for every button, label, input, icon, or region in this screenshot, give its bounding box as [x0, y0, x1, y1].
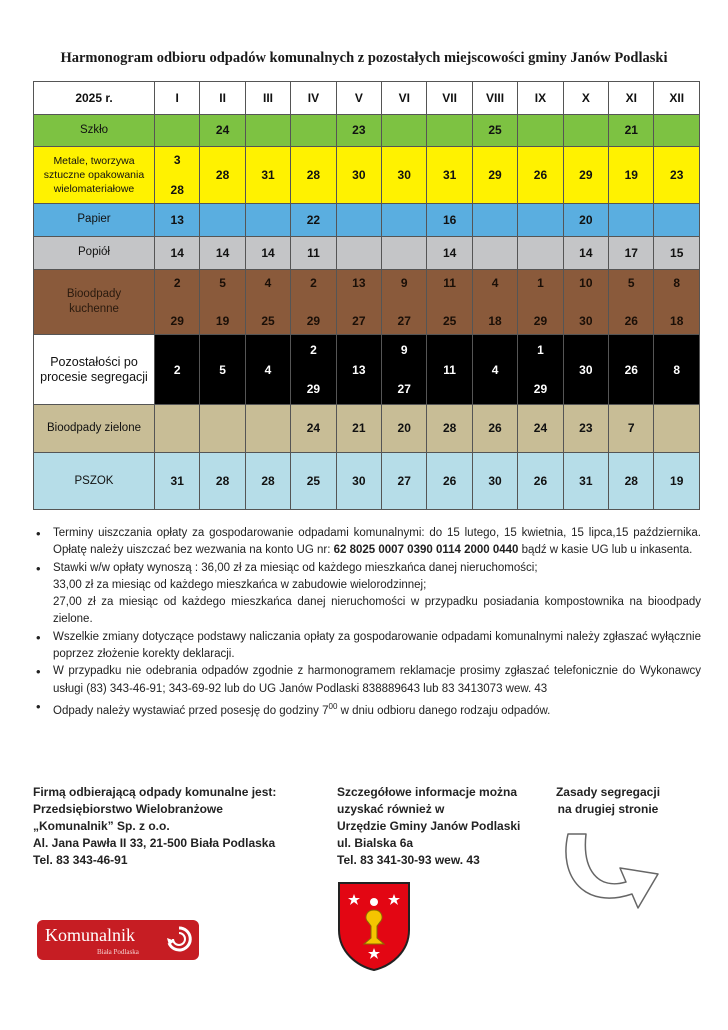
- pickup-day: 25: [442, 314, 457, 329]
- date-cell: [291, 114, 336, 147]
- pickup-day: 14: [261, 245, 275, 260]
- waste-type-label: Pozostałości po procesie segregacji: [34, 335, 155, 404]
- pickup-day: 23: [352, 123, 366, 138]
- pickup-day: 28: [215, 474, 230, 489]
- date-cell: [427, 453, 472, 510]
- date-cell: [427, 404, 472, 452]
- date-cell: [472, 404, 517, 452]
- date-cell: [336, 147, 381, 204]
- pickup-day: 31: [261, 168, 275, 183]
- office-info: Szczegółowe informacje można uzyskać również w Urzędzie Gminy Janów Podlaski ul. Bialska 6a Tel. 83 341-30-93 wew. 43: [337, 785, 521, 867]
- pickup-day: 24: [306, 421, 321, 436]
- komunalnik-logo: Komunalnik Biała Podlaska: [37, 920, 199, 960]
- date-cell: [427, 270, 472, 335]
- pickup-day: 30: [579, 314, 593, 329]
- pickup-day: 3: [173, 153, 181, 168]
- pickup-day: 11: [443, 276, 456, 291]
- date-cell: [200, 453, 245, 510]
- waste-row: [34, 335, 700, 404]
- pickup-day: 5: [627, 276, 635, 291]
- pickup-day: 29: [488, 168, 502, 183]
- pickup-day: 14: [442, 245, 457, 260]
- pickup-day: 21: [624, 123, 638, 138]
- date-cell: [654, 114, 700, 147]
- date-cell: [155, 335, 200, 404]
- pickup-day: 1: [537, 343, 544, 358]
- waste-row: [34, 270, 700, 335]
- company-info: Firmą odbierającą odpady komunalne jest: Przedsiębiorstwo Wielobranżowe „Komunalnik” Sp. z o.o. Al. Jana Pawła II 33, 21-500 Biała Podlaska Tel. 83 343-46-91: [33, 785, 277, 867]
- pickup-day: 24: [215, 123, 230, 138]
- date-cell: [382, 453, 427, 510]
- date-cell: [245, 404, 290, 452]
- pickup-day: 28: [624, 474, 638, 489]
- date-cell: [472, 203, 517, 236]
- municipal-coat-of-arms-icon: [336, 880, 412, 972]
- date-cell: [291, 453, 336, 510]
- date-cell: [472, 270, 517, 335]
- date-cell: [382, 147, 427, 204]
- pickup-day: 29: [306, 381, 321, 396]
- pickup-day: 26: [533, 474, 548, 489]
- pickup-day: 27: [397, 474, 411, 489]
- date-cell: [518, 270, 563, 335]
- date-cell: [336, 404, 381, 452]
- pickup-day: 2: [310, 276, 317, 291]
- date-cell: [563, 203, 608, 236]
- date-cell: [472, 453, 517, 510]
- date-cell: [472, 147, 517, 204]
- pickup-day: 26: [488, 421, 502, 436]
- date-cell: [245, 270, 290, 335]
- pickup-day: 29: [533, 314, 548, 329]
- month-header: V: [336, 82, 381, 115]
- date-cell: [336, 114, 381, 147]
- date-cell: [563, 404, 608, 452]
- month-header: IV: [291, 82, 336, 115]
- date-cell: [336, 270, 381, 335]
- date-cell: [654, 335, 700, 404]
- pickup-day: 28: [261, 474, 275, 489]
- date-cell: [291, 236, 336, 270]
- pickup-day: 13: [170, 212, 184, 227]
- date-cell: [609, 236, 654, 270]
- date-cell: [609, 147, 654, 204]
- pickup-day: 4: [491, 276, 499, 291]
- waste-type-label: Metale, tworzywa sztuczne opakowania wielomateriałowe: [34, 147, 155, 204]
- pickup-day: 4: [264, 362, 272, 377]
- date-cell: [427, 335, 472, 404]
- pickup-day: 5: [219, 276, 226, 291]
- date-cell: [654, 404, 700, 452]
- pickup-day: 19: [624, 168, 638, 183]
- note-rates: • Stawki w/w opłaty wynoszą : 36,00 zł za miesiąc od każdego mieszkańca danej nieruchomości; 33,00 zł za miesiąc od każdego mieszkańca w zabudowie wielorodzinnej; 27,00 zł za miesiąc od każdego mieszkańca danej nieruchomości w przypadku posiadania kompostownika na bioodpady zielone.: [33, 560, 701, 629]
- pickup-day: 2: [310, 343, 317, 358]
- date-cell: [155, 114, 200, 147]
- notes-list: [33, 525, 701, 720]
- pickup-day: 23: [670, 168, 684, 183]
- date-cell: [654, 147, 700, 204]
- month-header: VIII: [472, 82, 517, 115]
- waste-type-label: Bioodpady zielone: [34, 404, 155, 452]
- pickup-day: 29: [306, 314, 321, 329]
- date-cell: [563, 147, 608, 204]
- month-header: XI: [609, 82, 654, 115]
- date-cell: [336, 335, 381, 404]
- pickup-day: 27: [352, 314, 366, 329]
- date-cell: [291, 335, 336, 404]
- waste-row: [34, 236, 700, 270]
- date-cell: [563, 236, 608, 270]
- waste-row: [34, 203, 700, 236]
- pickup-day: 28: [306, 168, 321, 183]
- pickup-day: 16: [442, 212, 457, 227]
- pickup-day: 17: [624, 245, 638, 260]
- curved-arrow-icon: [550, 822, 665, 917]
- note-collection-time: • Odpady należy wystawiać przed posesję do godziny $7^{00}$ w dniu odbioru danego rodzaju odpadów.: [33, 698, 701, 720]
- date-cell: [336, 236, 381, 270]
- pickup-day: 27: [397, 314, 411, 329]
- date-cell: [291, 270, 336, 335]
- date-cell: [609, 270, 654, 335]
- pickup-day: 8: [673, 276, 681, 291]
- date-cell: [654, 453, 700, 510]
- year-header: 2025 r.: [34, 82, 155, 115]
- date-cell: [382, 270, 427, 335]
- pickup-day: 30: [579, 362, 593, 377]
- header-row: [34, 82, 700, 115]
- date-cell: [609, 404, 654, 452]
- date-cell: [427, 236, 472, 270]
- pickup-day: 26: [624, 314, 638, 329]
- date-cell: [609, 335, 654, 404]
- date-cell: [155, 404, 200, 452]
- waste-type-label: Popiół: [34, 236, 155, 270]
- date-cell: [291, 404, 336, 452]
- date-cell: [472, 114, 517, 147]
- waste-row: [34, 404, 700, 452]
- pickup-day: 30: [488, 474, 502, 489]
- date-cell: [518, 404, 563, 452]
- recycle-swirl-icon: [165, 925, 193, 953]
- pickup-day: 7: [627, 421, 635, 436]
- date-cell: [245, 453, 290, 510]
- waste-type-label: Bioodpady kuchenne: [34, 270, 155, 335]
- waste-type-label: Papier: [34, 203, 155, 236]
- date-cell: [200, 203, 245, 236]
- waste-row: [34, 147, 700, 204]
- date-cell: [518, 453, 563, 510]
- schedule-table: [33, 81, 700, 510]
- date-cell: [155, 203, 200, 236]
- date-cell: [291, 203, 336, 236]
- date-cell: [382, 203, 427, 236]
- date-cell: [382, 335, 427, 404]
- date-cell: [609, 114, 654, 147]
- date-cell: [563, 270, 608, 335]
- bank-account-number: 62 8025 0007 0390 0114 2000 0440: [333, 544, 519, 557]
- pickup-day: 13: [352, 362, 366, 377]
- date-cell: [563, 335, 608, 404]
- pickup-day: 31: [442, 168, 457, 183]
- month-header: VII: [427, 82, 472, 115]
- pickup-day: 2: [173, 276, 181, 291]
- pickup-day: 26: [442, 474, 457, 489]
- pickup-day: 25: [261, 314, 275, 329]
- date-cell: [155, 147, 200, 204]
- date-cell: [563, 114, 608, 147]
- date-cell: [291, 147, 336, 204]
- date-cell: [382, 236, 427, 270]
- pickup-day: 10: [579, 276, 593, 291]
- pickup-day: 11: [307, 245, 320, 260]
- date-cell: [427, 203, 472, 236]
- pickup-day: 30: [352, 168, 366, 183]
- pickup-day: 29: [170, 314, 184, 329]
- pickup-day: 22: [306, 212, 321, 227]
- waste-row: [34, 453, 700, 510]
- pickup-day: 8: [673, 362, 681, 377]
- date-cell: [518, 335, 563, 404]
- pickup-day: 13: [352, 276, 366, 291]
- pickup-day: 14: [170, 245, 184, 260]
- date-cell: [472, 335, 517, 404]
- date-cell: [654, 236, 700, 270]
- date-cell: [654, 270, 700, 335]
- pickup-day: 15: [670, 245, 684, 260]
- date-cell: [245, 335, 290, 404]
- date-cell: [427, 147, 472, 204]
- date-cell: [155, 270, 200, 335]
- pickup-day: 30: [397, 168, 411, 183]
- pickup-day: 20: [579, 212, 593, 227]
- date-cell: [518, 203, 563, 236]
- date-cell: [245, 203, 290, 236]
- waste-row: [34, 114, 700, 147]
- pickup-day: 11: [443, 362, 456, 377]
- month-header: XII: [654, 82, 700, 115]
- month-header: IX: [518, 82, 563, 115]
- date-cell: [200, 270, 245, 335]
- pickup-day: 28: [170, 182, 184, 197]
- date-cell: [200, 236, 245, 270]
- pickup-day: 31: [579, 474, 593, 489]
- pickup-day: 30: [352, 474, 366, 489]
- pickup-day: 19: [670, 474, 684, 489]
- date-cell: [518, 147, 563, 204]
- month-header: II: [200, 82, 245, 115]
- pickup-day: 1: [537, 276, 544, 291]
- pickup-day: 26: [533, 168, 548, 183]
- date-cell: [518, 236, 563, 270]
- pickup-day: 29: [533, 381, 548, 396]
- pickup-day: 4: [491, 362, 499, 377]
- date-cell: [563, 453, 608, 510]
- pickup-day: 14: [579, 245, 593, 260]
- date-cell: [245, 236, 290, 270]
- date-cell: [427, 114, 472, 147]
- pickup-day: 4: [264, 276, 272, 291]
- pickup-day: 28: [215, 168, 230, 183]
- date-cell: [245, 147, 290, 204]
- page-title: Harmonogram odbioru odpadów komunalnych z pozostałych miejscowości gminy Janów Podlaski: [60, 50, 668, 66]
- pickup-day: 23: [579, 421, 593, 436]
- pickup-day: 18: [488, 314, 502, 329]
- month-header: III: [245, 82, 290, 115]
- date-cell: [382, 404, 427, 452]
- pickup-day: 25: [306, 474, 321, 489]
- date-cell: [200, 335, 245, 404]
- pickup-day: 25: [488, 123, 502, 138]
- date-cell: [518, 114, 563, 147]
- pickup-day: 18: [670, 314, 684, 329]
- date-cell: [382, 114, 427, 147]
- date-cell: [472, 236, 517, 270]
- waste-type-label: PSZOK: [34, 453, 155, 510]
- date-cell: [336, 453, 381, 510]
- pickup-day: 28: [442, 421, 457, 436]
- pickup-day: 2: [173, 362, 181, 377]
- date-cell: [245, 114, 290, 147]
- pickup-day: 14: [215, 245, 230, 260]
- pickup-day: 26: [624, 362, 638, 377]
- segregation-rules-note: Zasady segregacji na drugiej stronie: [555, 785, 661, 816]
- pickup-day: 31: [170, 474, 184, 489]
- note-complaints: • W przypadku nie odebrania odpadów zgodnie z harmonogramem reklamacje prosimy zgłaszać telefonicznie do Wykonawcy usługi (83) 343-46-91; 343-69-92 lub do UG Janów Podlaski 838889643 lub 83 3413073 wew. 43: [33, 663, 701, 698]
- date-cell: [609, 203, 654, 236]
- date-cell: [336, 203, 381, 236]
- date-cell: [155, 236, 200, 270]
- note-changes: • Wszelkie zmiany dotyczące podstawy naliczania opłaty za gospodarowanie odpadami komunalnymi należy zgłaszać wyłącznie poprzez złożenie korekty deklaracji.: [33, 629, 701, 664]
- pickup-day: 24: [533, 421, 548, 436]
- month-header: X: [563, 82, 608, 115]
- pickup-day: 5: [219, 362, 226, 377]
- pickup-day: 27: [397, 381, 411, 396]
- pickup-day: 9: [400, 343, 408, 358]
- date-cell: [200, 114, 245, 147]
- month-header: I: [155, 82, 200, 115]
- date-cell: [609, 453, 654, 510]
- pickup-day: 20: [397, 421, 411, 436]
- date-cell: [200, 147, 245, 204]
- pickup-day: 9: [400, 276, 408, 291]
- note-payment-deadlines: • Terminy uiszczania opłaty za gospodarowanie odpadami komunalnymi: do 15 lutego, 15 kwietnia, 15 lipca,15 października. Opłatę należy uiszczać bez wezwania na konto UG nr: 62 8025 0007 0390 0114 2000 0440 bądź w kasie UG lub u inkasenta.: [33, 525, 701, 560]
- waste-type-label: Szkło: [34, 114, 155, 147]
- pickup-day: 21: [352, 421, 366, 436]
- pickup-day: 29: [579, 168, 593, 183]
- pickup-day: 19: [215, 314, 230, 329]
- date-cell: [200, 404, 245, 452]
- date-cell: [155, 453, 200, 510]
- date-cell: [654, 203, 700, 236]
- month-header: VI: [382, 82, 427, 115]
